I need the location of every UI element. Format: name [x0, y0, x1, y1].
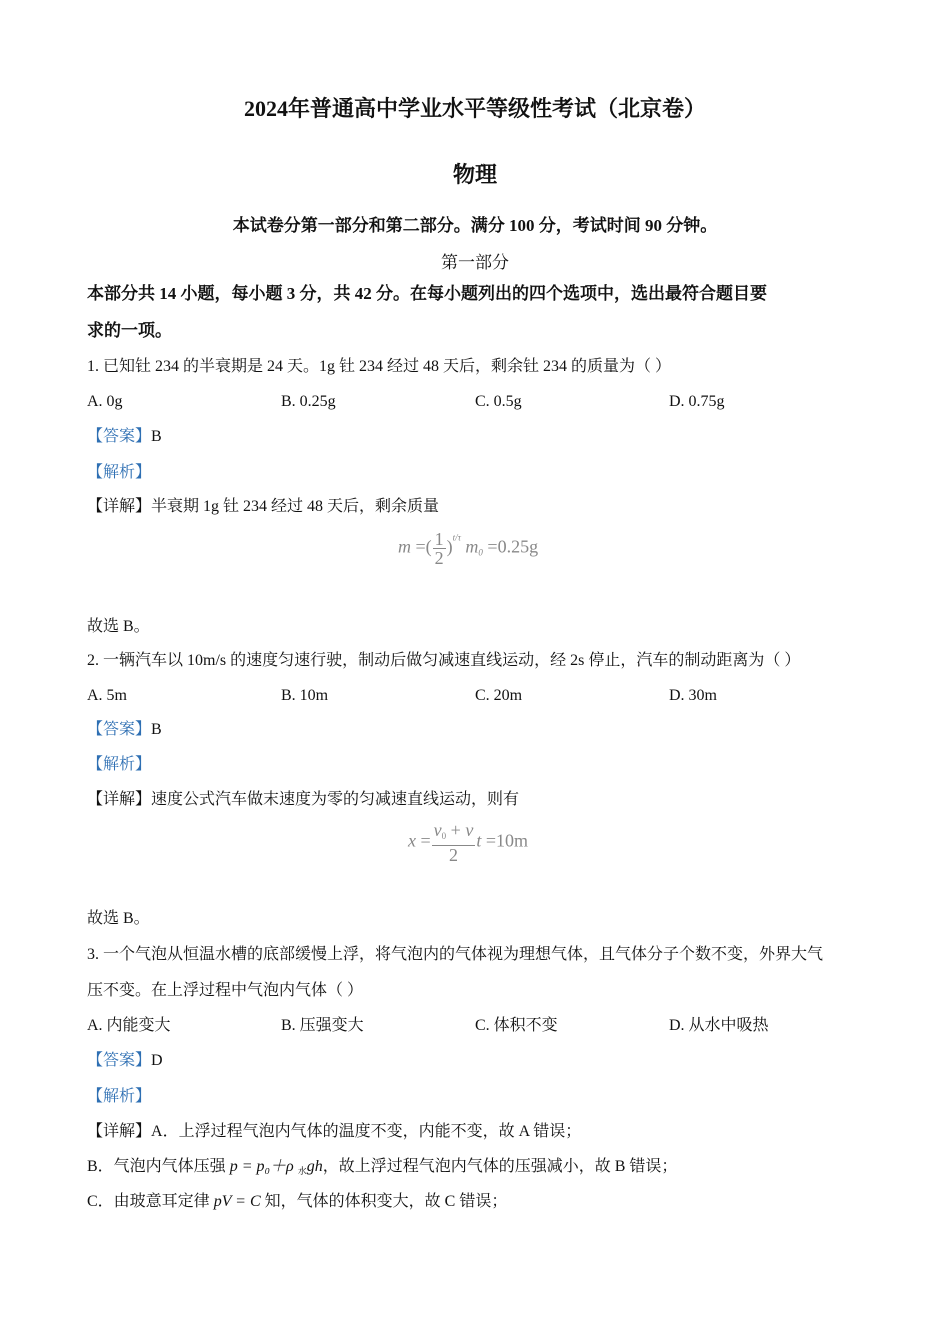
question-1-option-a: A. 0g: [87, 393, 123, 410]
question-1-conclusion: 故选 B。: [87, 618, 150, 635]
question-3-stem-line-2: 压不变。在上浮过程中气泡内气体（ ）: [87, 982, 364, 999]
question-3-option-c: C. 体积不变: [475, 1017, 558, 1034]
question-1-detail: [87, 497, 439, 517]
question-2-option-b: B. 10m: [281, 687, 329, 704]
exam-title: 2024年普通高中学业水平等级性考试（北京卷）: [243, 96, 706, 121]
formula-eq: =: [420, 830, 431, 851]
fraction-numerator: $v_0 + v$: [432, 821, 476, 846]
formula-eq: =(: [415, 536, 432, 557]
analysis-label: 【解析】: [87, 756, 152, 773]
formula-close: ): [446, 536, 453, 557]
answer-label: 【答案】: [87, 721, 152, 738]
question-1-answer: [87, 427, 162, 447]
fraction-denominator: 2: [434, 548, 444, 568]
question-3-option-a: A. 内能变大: [87, 1017, 171, 1034]
answer-value: D: [151, 1052, 163, 1069]
instructions-line-1: 本部分共 14 小题，每小题 3 分，共 42 分。在每小题列出的四个选项中，选出最符合题目要: [87, 284, 767, 303]
question-2-stem: 2. 一辆汽车以 10m/s 的速度匀速行驶，制动后做匀减速直线运动，经 2s 停止，汽车的制动距离为（ ）: [87, 652, 801, 669]
question-3-option-b: B. 压强变大: [281, 1017, 364, 1034]
formula-lhs: x: [408, 830, 416, 851]
question-3-analysis: [87, 1087, 151, 1107]
pressure-formula-sub: 水: [297, 1166, 307, 1176]
detail-label: 【详解】: [87, 1123, 152, 1140]
question-2-option-c: C. 20m: [475, 687, 523, 704]
fraction-denominator: 2: [448, 845, 458, 865]
detail-label: 【详解】: [87, 498, 152, 515]
question-3-option-d: D. 从水中吸热: [669, 1017, 769, 1034]
question-1-option-b: B. 0.25g: [281, 393, 336, 410]
formula-m0: m: [465, 536, 479, 557]
question-2-conclusion: 故选 B。: [87, 910, 150, 927]
question-2-option-a: A. 5m: [87, 687, 127, 704]
question-1-option-c: C. 0.5g: [475, 393, 522, 410]
detail-label: 【详解】: [87, 791, 152, 808]
displacement-formula: [408, 821, 528, 864]
question-3-detail-a: [87, 1122, 581, 1142]
question-3-detail-c: C．由玻意耳定律 pV = C 知，气体的体积变大，故 C 错误；: [87, 1193, 508, 1210]
question-2-answer: [87, 720, 162, 740]
answer-value: B: [151, 721, 162, 738]
formula-fraction: [433, 530, 446, 567]
question-1-analysis: [87, 463, 151, 483]
question-3-answer: [87, 1051, 163, 1071]
formula-m0-sub: 0: [478, 547, 483, 558]
detail-text: 速度公式汽车做末速度为零的匀减速直线运动，则有: [151, 791, 520, 808]
formula-t: t: [476, 830, 482, 851]
question-2-analysis: [87, 755, 151, 775]
analysis-label: 【解析】: [87, 1088, 152, 1105]
answer-value: B: [151, 428, 162, 445]
formula-lhs: m: [398, 536, 411, 557]
question-3-stem-line-1: 3. 一个气泡从恒温水槽的底部缓慢上浮，将气泡内的气体视为理想气体，且气体分子个数不变，外界大气: [87, 946, 824, 963]
analysis-label: 【解析】: [87, 464, 152, 481]
formula-exponent: t/τ: [452, 532, 461, 543]
instructions-line-2: 求的一项。: [87, 321, 172, 340]
question-1-option-d: D. 0.75g: [669, 393, 725, 410]
question-3-detail-b: B．气泡内气体压强 p = p₀＋ρ $_水$gh，故上浮过程气泡内气体的压强减小，故 B 错误；: [87, 1158, 678, 1176]
exam-intro: 本试卷分第一部分和第二部分。满分 100 分，考试时间 90 分钟。: [232, 216, 718, 235]
question-1-stem: 1. 已知钍 234 的半衰期是 24 天。1g 钍 234 经过 48 天后，剩余钍 234 的质量为（ ）: [87, 358, 672, 375]
pressure-formula: p = p₀＋ρ: [229, 1158, 298, 1175]
formula-fraction: [432, 821, 476, 864]
fraction-numerator: 1: [434, 529, 444, 549]
part-heading: 第一部分: [441, 253, 509, 272]
subject-title: 物理: [452, 162, 497, 187]
answer-label: 【答案】: [87, 1052, 152, 1069]
half-life-formula: [398, 530, 538, 567]
question-2-detail: [87, 790, 519, 810]
detail-text: 半衰期 1g 钍 234 经过 48 天后，剩余质量: [151, 498, 440, 515]
answer-label: 【答案】: [87, 428, 152, 445]
boyle-formula: pV = C: [213, 1193, 261, 1210]
formula-result: =10m: [485, 830, 528, 851]
question-2-option-d: D. 30m: [669, 687, 717, 704]
formula-result: =0.25g: [487, 536, 539, 557]
detail-text: A．上浮过程气泡内气体的温度不变，内能不变，故 A 错误；: [151, 1123, 582, 1140]
